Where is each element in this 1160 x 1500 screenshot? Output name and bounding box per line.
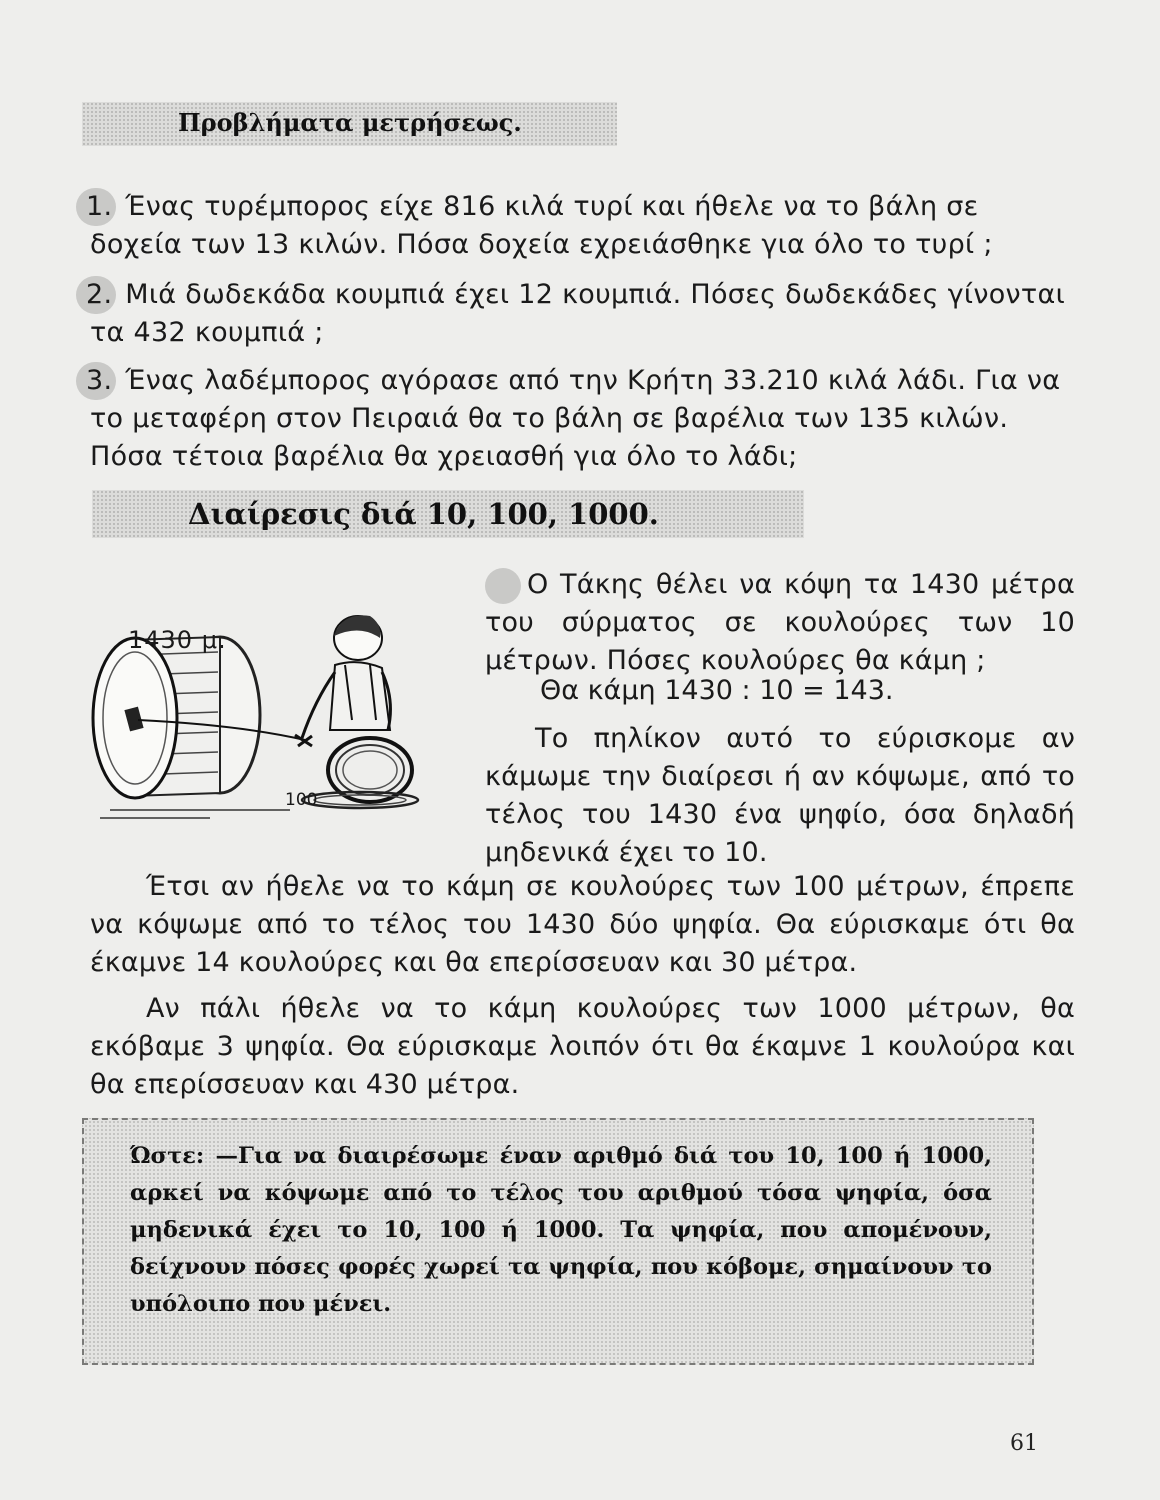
problem-text: Ένας τυρέμπορος είχε 816 κιλά τυρί και ήθελε να το βάλη σε δοχεία των 13 κιλών. Πόσα δοχεία εχρειάσθηκε για όλο το τυρί ;: [90, 191, 993, 260]
explanation-paragraph: Έτσι αν ήθελε να το κάμη σε κουλούρες των 100 μέτρων, έπρεπε να κόψωμε από το τέλος του 1430 δύο ψηφία. Θα εύρισκαμε ότι θα έκαμνε 14 κουλούρες και θα επερίσσευαν και 30 μέτρα.: [90, 871, 1075, 978]
problem-item: [86, 362, 1075, 476]
problem-number: 2.: [76, 276, 116, 314]
division-equation: Θα κάμη 1430 : 10 = 143.: [540, 675, 894, 706]
rule-summary-box: [82, 1118, 1034, 1365]
wire-spool-illustration: [90, 610, 470, 844]
problem-number: 1.: [76, 188, 116, 226]
spool-length-label: 1430 μ.: [128, 626, 227, 654]
explanation-paragraph: Το πηλίκον αυτό το εύρισκομε αν κάμωμε την διαίρεσι ή αν κόψωμε, από το τέλος του 1430 ένα ψηφίο, όσα δηλαδή μηδενικά έχει το 10.: [485, 723, 1075, 868]
section-heading: Προβλήματα μετρήσεως.: [178, 108, 522, 137]
explanation-paragraph: Αν πάλι ήθελε να το κάμη κουλούρες των 1000 μέτρων, θα εκόβαμε 3 ψηφία. Θα εύρισκαμε λοιπόν ότι θα έκαμνε 1 κουλούρα και θα επερίσσευαν και 430 μέτρα.: [90, 993, 1075, 1100]
problem-item: [86, 188, 1075, 264]
problem-number: 3.: [76, 362, 116, 400]
rule-text: Ώστε: —Για να διαιρέσωμε έναν αριθμό διά του 10, 100 ή 1000, αρκεί να κόψωμε από το τέλος του αριθμού τόσα ψηφία, όσα μηδενικά έχει το 10, 100 ή 1000. Τα ψηφία, που απομένουν, δείχνουν πόσες φορές χωρεί τα ψηφία, που κόβομε, σημαίνουν το υπόλοιπο που μένει.: [130, 1143, 992, 1317]
problem-text: Ένας λαδέμπορος αγόρασε από την Κρήτη 33.210 κιλά λάδι. Για να το μεταφέρη στον Πειραιά θα το βάλη σε βαρέλια των 135 κιλών. Πόσα τέτοια βαρέλια θα χρειασθή για όλο το λάδι;: [90, 365, 1061, 472]
story-paragraph: Ο Τάκης θέλει να κόψη τα 1430 μέτρα του σύρματος σε κουλούρες των 10 μέτρων. Πόσες κουλούρες θα κάμη ;: [485, 569, 1075, 676]
problem-item: [86, 276, 1075, 352]
section-heading: Διαίρεσις διά 10, 100, 1000.: [188, 497, 659, 531]
page-number: 61: [1010, 1431, 1038, 1456]
bullet-dot: [485, 568, 521, 604]
problem-text: Μιά δωδεκάδα κουμπιά έχει 12 κουμπιά. Πόσες δωδεκάδες γίνονται τα 432 κουμπιά ;: [90, 279, 1066, 348]
coil-length-label: 100: [285, 790, 318, 810]
